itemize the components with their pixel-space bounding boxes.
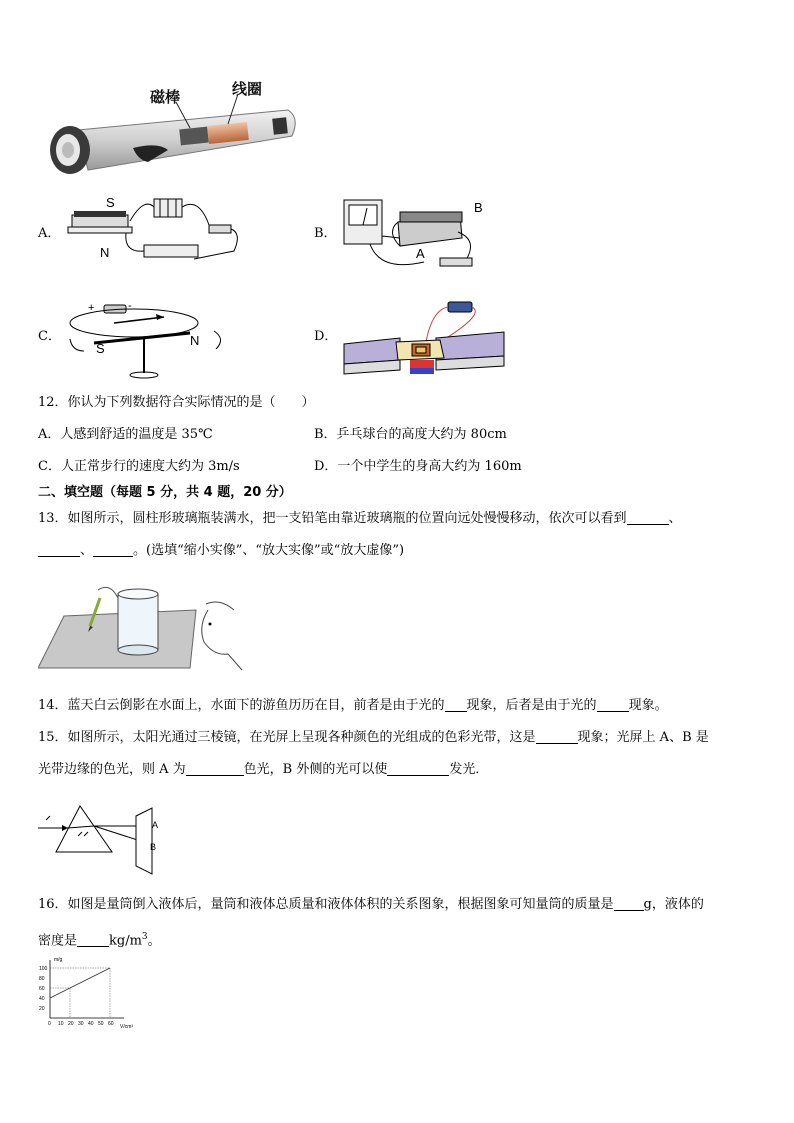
q14-line [38,697,668,715]
option-b-a-label: A [416,246,425,261]
q12-option-d: D．一个中学生的身高大约为 160m [314,459,522,474]
q13-line1 [38,510,682,528]
x-tick-label: 60 [108,1021,114,1027]
q15-line1 [38,729,709,747]
mass-volume-chart [36,954,136,1028]
magnet-label: 磁棒 [150,89,181,106]
q12-option-b: B．乒乓球台的高度大约为 80cm [314,427,507,442]
x-axis-label: V/cm³ [120,1024,134,1028]
x-tick-label: 50 [98,1021,104,1027]
y-tick-label: 20 [39,1006,45,1012]
option-a-n-label: N [100,245,110,260]
q15-part5: 发光． [449,762,489,777]
option-c-s-label: S [96,341,105,356]
q14-part3: 现象。 [628,698,668,713]
q15-line2 [38,761,488,779]
coil-label: 线圈 [232,81,263,98]
q13-text: 13．如图所示，圆柱形玻璃瓶装满水，把一支铅笔由靠近玻璃瓶的位置向远处慢慢移动，依次可以看到 [38,511,627,526]
y-axis-label: m/g [54,957,63,963]
q16-part5: 。 [147,933,161,949]
option-b-b-label: B [474,200,483,215]
option-c-figure [64,293,232,381]
option-b-figure [340,192,490,272]
q13-line2 [38,542,404,560]
option-d-letter: D． [314,329,338,344]
q16-blank-2[interactable] [77,932,109,947]
q13-sep-2: 、 [80,543,94,558]
prism-b-label: B [150,842,157,852]
q15-blank-2[interactable] [186,761,244,776]
option-c-letter: C． [38,329,61,344]
prism-figure [38,800,188,876]
q16-line2 [38,928,161,950]
q13-blank-2[interactable] [38,542,80,557]
glass-bottle-figure [38,580,248,672]
q14-part2: 现象，后者是由于光的 [466,698,597,713]
section-title: 二、填空题（每题 5 分，共 4 题，20 分） [38,485,292,500]
q16-line1 [38,896,704,914]
q16-blank-1[interactable] [614,896,644,911]
x-tick-label: 30 [78,1021,84,1027]
q14-blank-2[interactable] [597,697,629,712]
q16-sup: 3 [141,932,148,942]
q16-part4: kg/m [109,933,142,949]
q15-blank-1[interactable] [536,729,578,744]
q13-blank-3[interactable] [93,542,133,557]
q16-part3: 密度是 [38,933,78,949]
q15-part4: 色光，B 外侧的光可以使 [243,762,388,777]
q12-stem: 12．你认为下列数据符合实际情况的是（ ） [38,395,315,410]
q15-part2: 现象；光屏上 A、B 是 [577,730,709,745]
option-b-letter: B． [314,226,337,241]
y-tick-label: 80 [39,976,45,982]
q16-part1: 16．如图是量筒倒入液体后，量筒和液体总质量和液体体积的关系图象，根据图象可知量筒的质量是 [38,897,614,912]
y-tick-label: 100 [39,966,48,972]
q15-blank-3[interactable] [387,761,449,776]
q12-option-a: A．人感到舒适的温度是 35℃ [38,427,213,442]
flashlight-figure [48,80,300,175]
x-tick-label: 10 [58,1021,64,1027]
q15-part3: 光带边缘的色光，则 A 为 [38,762,186,777]
series-line [50,968,110,998]
q13-sep-1: 、 [668,511,682,526]
q14-blank-1[interactable] [445,697,467,712]
option-c-minus-label: - [128,300,132,312]
option-a-s-label: S [106,195,115,210]
x-tick-label: 0 [48,1021,51,1027]
prism-a-label: A [152,820,159,830]
q13-tail: 。(选填“缩小实像”、“放大实像”或“放大虚像”) [133,543,405,558]
y-tick-label: 40 [39,996,45,1002]
q16-part2: g，液体的 [643,897,704,912]
q13-blank-1[interactable] [627,510,669,525]
option-c-n-label: N [190,333,200,348]
q14-part1: 14．蓝天白云倒影在水面上，水面下的游鱼历历在目，前者是由于光的 [38,698,445,713]
option-a-letter: A． [38,226,61,241]
option-a-figure [64,193,246,268]
option-c-plus-label: + [88,302,95,314]
y-tick-label: 60 [39,986,45,992]
x-tick-label: 40 [88,1021,94,1027]
option-d-figure [340,298,506,378]
q12-option-c: C．人正常步行的速度大约为 3m/s [38,459,240,474]
q15-part1: 15．如图所示，太阳光通过三棱镜，在光屏上呈现各种颜色的光组成的色彩光带，这是 [38,730,536,745]
x-tick-label: 20 [68,1021,74,1027]
